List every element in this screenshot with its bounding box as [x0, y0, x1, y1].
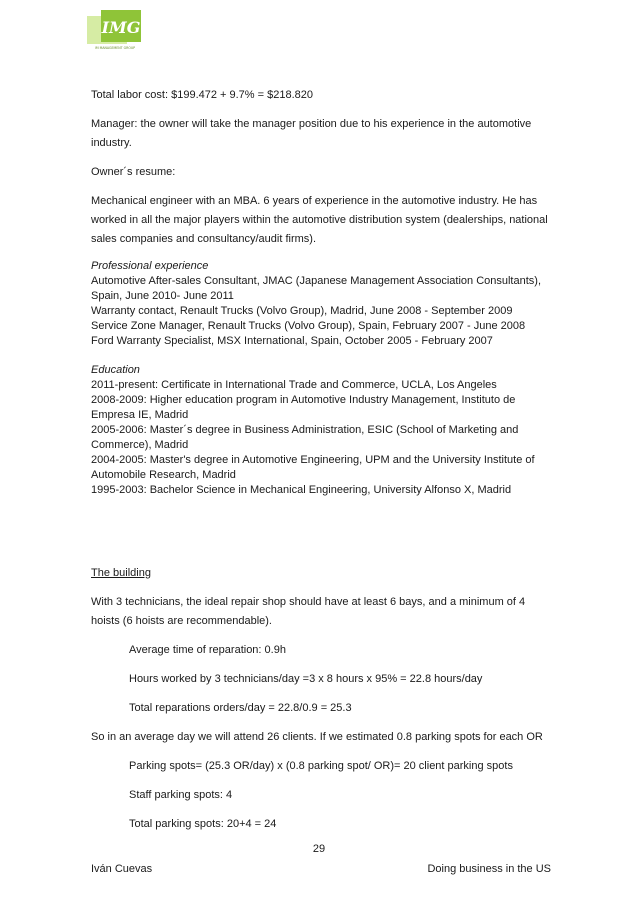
experience-item: Automotive After-sales Consultant, JMAC (Japanese Management Association Consultants), Spain, June 2010- June 2011 [91, 275, 542, 302]
calc-line: Average time of reparation: 0.9h [129, 644, 286, 656]
calc-line: Staff parking spots: 4 [129, 789, 233, 801]
education-item: 2011-present: Certificate in International Trade and Commerce, UCLA, Los Angeles [91, 379, 497, 391]
resume-summary: Mechanical engineer with an MBA. 6 years of experience in the automotive industry. He has worked in all the major players within the automotive distribution system (dealerships, national sales companies and consultancy/audit firms). [91, 195, 548, 245]
calc-line: Total reparations orders/day = 22.8/0.9 = 25.3 [129, 702, 352, 714]
manager-text: Manager: the owner will take the manager position due to his experience in the automotive industry. [91, 118, 532, 149]
resume-label: Owner´s resume: [91, 166, 176, 178]
building-heading: The building [91, 567, 151, 579]
education-item: 2008-2009: Higher education program in Automotive Industry Management, Instituto de Empresa IE, Madrid [91, 394, 516, 421]
logo-text: IMG [101, 18, 141, 37]
education-section [91, 363, 551, 498]
logo-tagline: IM MANAGEMENT GROUP [94, 46, 136, 50]
building-middle: So in an average day we will attend 26 clients. If we estimated 0.8 parking spots for each OR [91, 731, 543, 743]
experience-section [91, 259, 551, 349]
experience-item: Warranty contact, Renault Trucks (Volvo Group), Madrid, June 2008 - September 2009 [91, 305, 513, 317]
footer-title: Doing business in the US [427, 863, 551, 875]
education-item: 2005-2006: Master´s degree in Business Administration, ESIC (School of Marketing and Commerce), Madrid [91, 424, 519, 451]
page-number: 29 [312, 843, 326, 855]
labor-cost-text: Total labor cost: $199.472 + 9.7% = $218.820 [91, 89, 313, 101]
calc-line: Hours worked by 3 technicians/day =3 x 8 hours x 95% = 22.8 hours/day [129, 673, 483, 685]
footer-author: Iván Cuevas [91, 863, 153, 875]
education-item: 1995-2003: Bachelor Science in Mechanical Engineering, University Alfonso X, Madrid [91, 484, 512, 496]
education-heading: Education [91, 364, 140, 376]
calc-line: Total parking spots: 20+4 = 24 [129, 818, 277, 830]
building-intro: With 3 technicians, the ideal repair shop should have at least 6 bays, and a minimum of 4 hoists (6 hoists are recommendable). [91, 596, 526, 627]
page-content [91, 86, 551, 844]
logo-graphic [87, 10, 143, 50]
calc-line: Parking spots= (25.3 OR/day) x (0.8 parking spot/ OR)= 20 client parking spots [129, 760, 513, 772]
experience-item: Service Zone Manager, Renault Trucks (Volvo Group), Spain, February 2007 - June 2008 [91, 320, 526, 332]
company-logo [87, 10, 143, 50]
education-item: 2004-2005: Master's degree in Automotive Engineering, UPM and the University Institute of Automobile Research, Madrid [91, 454, 535, 481]
experience-item: Ford Warranty Specialist, MSX International, Spain, October 2005 - February 2007 [91, 335, 493, 347]
experience-heading: Professional experience [91, 260, 209, 272]
